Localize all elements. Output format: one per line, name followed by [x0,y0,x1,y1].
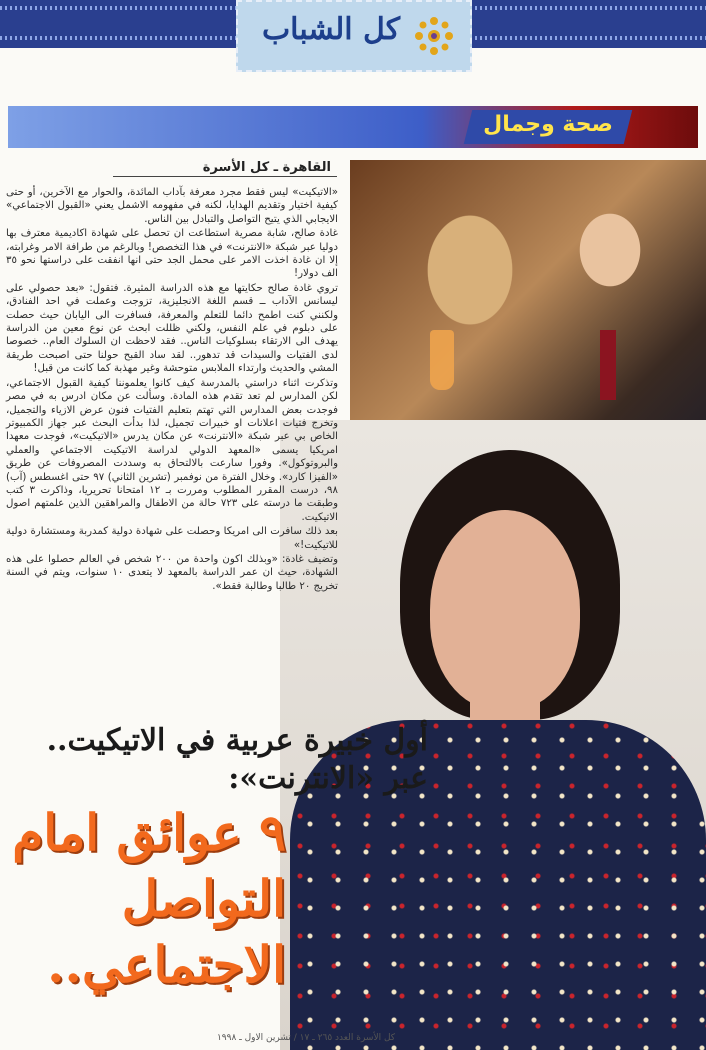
article-body [6,186,338,594]
headline-line: أول خبيرة عربية في الاتيكيت.. [46,723,428,758]
masthead-title: كل الشباب [261,12,401,47]
article-paragraph: «الاتيكيت» ليس فقط مجرد معرفة بآداب المائدة، والحوار مع الآخرين، أو حتى كيفية اختيار وتقديم الهدايا، لكنه في مفهومه الاشمل يعني «القبول الاجتماعي» الايجابي الذي يتيح التواصل والتبادل بين الناس. [6,187,338,225]
article-paragraph: وتذكرت اثناء دراستي بالمدرسة كيف كانوا يعلموننا كيفية القبول الاجتماعي، لكن المدارس لم تعد تقدم هذه المادة. وسألت عن مكان ادرس به في مصر فوجدت بعض المدارس التي تهتم بتعليم الفتيات فنون عرض الازياء والتجميل، وتخرج فتيات اعلانات او خبيرات تجميل، لذا بدأت البحث عبر جهاز الكمبيوتر الخاص بي عبر شبكة «الانترنت» عن مكان يدرس «الاتيكيت»، فوجدت معهدا امريكيا يسمى «المعهد الدولي لدراسة الاتيكيت الاجتماعي والعملي والبروتوكول». وفورا سارعت بالالتحاق به وسددت المصروفات عن طريق «الفيزا كارد». وخلال الفترة من نوفمبر (تشرين الثاني) ٩٧ حتى اغسطس (آب) ٩٨، درست المقرر المطلوب ومررت بـ ١٢ امتحانا تحريريا، وذاكرت ٣ كتب وطبقت ما درسته على ٧٢٣ حالة من الاطفال والمراهقين الذين علمتهم اصول الاتيكيت. [6,377,339,523]
article-paragraph: تروي غادة صالح حكايتها مع هذه الدراسة المثيرة. فتقول: «بعد حصولي على ليسانس الآداب ــ قسم اللغة الانجليزية، تزوجت وعملت في احد الفنادق، ولكنني كنت اطمح دائما للتعلم والمعرفة، فسافرت الى اليابان حيث حصلت على دبلوم في علم النفس، ولكني ظللت ابحث عن نوع معين من الدراسة يهدف الى الارتقاء بسلوكيات الناس.. فقد لاحظت ان السلوك العام.. خصوصا لدى الفتيات والسيدات قد تدهور.. لقد ساد القبح حولنا حتى اصبحت طريقة المشي والحديث وارتداء الملابس متوحشة وغير مهذبة كما كانت من قبل! [6,282,338,375]
big-title [6,800,286,998]
headline-line: عبر «الانترنت»: [228,761,428,796]
photo-detail [430,330,454,390]
photo-detail [430,510,580,710]
big-title-line: الاجتماعي.. [47,935,286,994]
big-title-line: التواصل [121,869,286,928]
byline: القاهرة ـ كل الأسرة [202,160,331,175]
article-paragraph: بعد ذلك سافرت الى امريكا وحصلت على شهادة دولية كمدربة ومستشارة دولية للاتيكيت!» [6,526,338,551]
headline [8,722,428,798]
byline-rule [113,176,337,177]
masthead [236,0,472,72]
section-title: صحة وجمال [483,112,613,137]
photo-detail [600,330,616,400]
sunburst-logo-icon [414,16,454,56]
page-footer: كل الأسرة العدد ٢٦٥ ـ ١٧ / تشرين الاول ـ ١٩٩٨ [216,1033,396,1043]
article-paragraph: غادة صالح، شابة مصرية استطاعت ان تحصل على شهادة اكاديمية معترف بها دوليا عبر شبكة «الانترنت» في هذا التخصص! وبالرغم من طرافة الامر وغرابته، إلا ان غادة اخذت الامر على محمل الجد حتى انها انفقت على دراستها نحو ٣٥ الف دولار! [6,228,338,280]
big-title-line: ٩ عوائق امام [12,803,286,862]
article-paragraph: وتضيف غادة: «وبذلك اكون واحدة من ٢٠٠ شخص في العالم حصلوا على هذه الشهادة، حيث ان عمر الدراسة بالمعهد لا يتعدى ١٠ سنوات، ويتم في السنة تخريج ٢٠ طالبا وطالبة فقط». [6,553,338,592]
